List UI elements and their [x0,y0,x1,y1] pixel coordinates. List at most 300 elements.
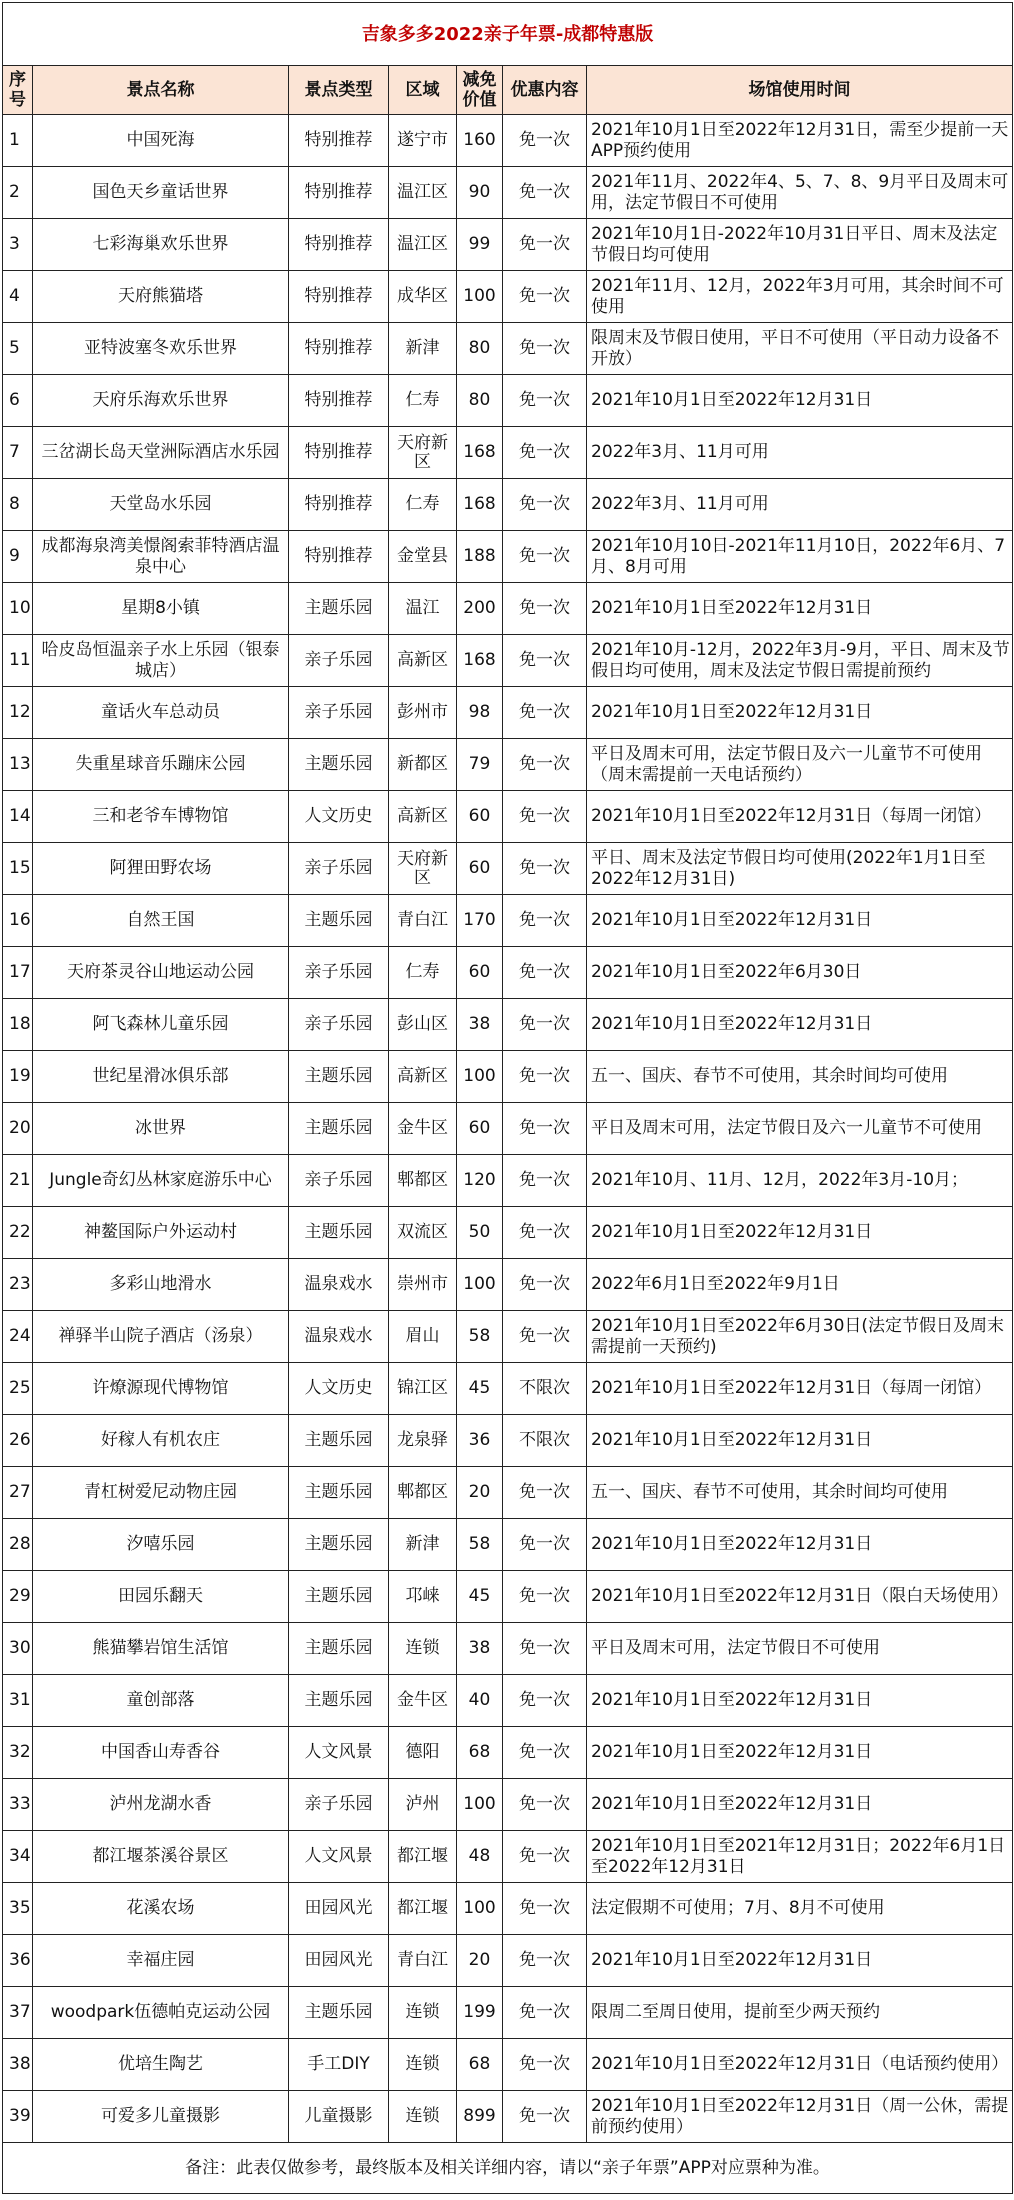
cell-name [33,843,289,895]
table-row [3,1623,1013,1675]
table-row [3,1415,1013,1467]
cell-no: 20 [3,1103,33,1155]
cell-name-text: 禅驿半山院子酒店（汤泉） [58,1326,263,1346]
cell-offer: 免一次 [503,1155,587,1207]
cell-name-text: 星期8小镇 [121,598,200,618]
cell-value: 38 [457,999,503,1051]
cell-value: 80 [457,375,503,427]
cell-name-text: 三岔湖长岛天堂洲际酒店水乐园 [41,442,280,462]
cell-offer: 免一次 [503,635,587,687]
cell-time-text: 五一、国庆、春节不可使用，其余时间均可使用 [591,1482,948,1502]
cell-offer: 免一次 [503,375,587,427]
cell-time [587,1363,1013,1415]
cell-time [587,271,1013,323]
cell-time-text: 2021年10月1日至2022年12月31日（每周一闭馆） [591,1378,992,1398]
cell-time [587,843,1013,895]
cell-no: 23 [3,1259,33,1311]
table-row [3,1519,1013,1571]
table-row [3,1207,1013,1259]
cell-no: 24 [3,1311,33,1363]
cell-offer: 免一次 [503,947,587,999]
cell-area: 高新区 [389,635,457,687]
cell-area: 遂宁市 [389,115,457,167]
cell-area: 高新区 [389,1051,457,1103]
cell-area: 金牛区 [389,1103,457,1155]
cell-no: 25 [3,1363,33,1415]
cell-offer: 免一次 [503,1779,587,1831]
cell-offer: 免一次 [503,219,587,271]
cell-area: 温江区 [389,167,457,219]
cell-no: 26 [3,1415,33,1467]
cell-area: 温江 [389,583,457,635]
cell-name [33,1519,289,1571]
cell-no: 36 [3,1935,33,1987]
cell-time-text: 2021年10月10日-2021年11月10日，2022年6月、7月、8月可用 [591,535,1006,577]
cell-time-text: 2021年10月1日至2022年6月30日(法定节假日及周末需提前一天预约) [591,1315,1005,1357]
cell-name [33,947,289,999]
cell-time [587,1779,1013,1831]
cell-name [33,1207,289,1259]
cell-time [587,167,1013,219]
table-row [3,1571,1013,1623]
cell-no: 11 [3,635,33,687]
cell-name-text: 青杠树爱尼动物庄园 [84,1482,237,1502]
cell-no: 17 [3,947,33,999]
cell-no: 22 [3,1207,33,1259]
cell-time [587,1831,1013,1883]
cell-time-text: 五一、国庆、春节不可使用，其余时间均可使用 [591,1066,948,1086]
cell-offer: 免一次 [503,1675,587,1727]
cell-name [33,1103,289,1155]
header-value: 减免价值 [457,66,503,115]
cell-type: 亲子乐园 [289,1155,389,1207]
cell-value: 60 [457,947,503,999]
cell-type: 亲子乐园 [289,635,389,687]
cell-area: 连锁 [389,1987,457,2039]
cell-type: 手工DIY [289,2039,389,2091]
cell-no: 28 [3,1519,33,1571]
cell-time [587,1467,1013,1519]
cell-time [587,219,1013,271]
cell-name [33,1467,289,1519]
cell-no: 6 [3,375,33,427]
cell-time [587,635,1013,687]
table-row [3,2091,1013,2143]
cell-offer: 免一次 [503,583,587,635]
cell-value: 60 [457,791,503,843]
cell-value: 120 [457,1155,503,1207]
cell-time [587,1311,1013,1363]
cell-type: 亲子乐园 [289,999,389,1051]
cell-time-text: 2021年11月、2022年4、5、7、8、9月平日及周末可用，法定节假日不可使用 [591,171,1009,213]
cell-no: 21 [3,1155,33,1207]
cell-area: 德阳 [389,1727,457,1779]
cell-type: 特别推荐 [289,115,389,167]
cell-name [33,427,289,479]
cell-type: 主题乐园 [289,1207,389,1259]
cell-no: 1 [3,115,33,167]
table-row [3,1259,1013,1311]
table-row [3,1935,1013,1987]
cell-time-text: 2021年10月1日至2022年12月31日，需至少提前一天APP预约使用 [591,119,1009,161]
table-row [3,1779,1013,1831]
cell-name [33,1883,289,1935]
cell-time [587,1415,1013,1467]
cell-name [33,635,289,687]
header-offer: 优惠内容 [503,66,587,115]
cell-name [33,115,289,167]
cell-value: 168 [457,479,503,531]
cell-time-text: 2021年10月1日至2022年12月31日（周一公休，需提前预约使用） [591,2095,1009,2137]
cell-offer: 免一次 [503,115,587,167]
cell-no: 30 [3,1623,33,1675]
table-row [3,1675,1013,1727]
cell-time [587,531,1013,583]
cell-time [587,479,1013,531]
cell-value: 200 [457,583,503,635]
cell-offer: 免一次 [503,1311,587,1363]
cell-name-text: woodpark伍德帕克运动公园 [50,2002,271,2022]
cell-value: 60 [457,1103,503,1155]
cell-area: 锦江区 [389,1363,457,1415]
cell-offer: 免一次 [503,1623,587,1675]
cell-type: 主题乐园 [289,1623,389,1675]
cell-offer: 免一次 [503,531,587,583]
cell-name-text: 泸州龙湖水香 [109,1794,212,1814]
cell-offer: 免一次 [503,739,587,791]
cell-time [587,687,1013,739]
ticket-sheet [2,2,1012,2196]
cell-time-text: 2022年3月、11月可用 [591,442,769,462]
cell-no: 19 [3,1051,33,1103]
cell-type: 特别推荐 [289,531,389,583]
cell-area: 连锁 [389,1623,457,1675]
cell-area: 新津 [389,1519,457,1571]
cell-offer: 免一次 [503,271,587,323]
cell-offer: 免一次 [503,687,587,739]
cell-name [33,1259,289,1311]
cell-value: 68 [457,1727,503,1779]
cell-value: 90 [457,167,503,219]
cell-value: 199 [457,1987,503,2039]
cell-area: 金牛区 [389,1675,457,1727]
cell-time [587,895,1013,947]
cell-offer: 不限次 [503,1415,587,1467]
cell-type: 亲子乐园 [289,947,389,999]
cell-value: 899 [457,2091,503,2143]
cell-time [587,1571,1013,1623]
cell-name [33,1571,289,1623]
cell-name-text: 许燎源现代博物馆 [92,1378,229,1398]
cell-name-text: 失重星球音乐蹦床公园 [75,754,246,774]
cell-time-text: 2021年10月1日至2022年12月31日 [591,598,873,618]
cell-no: 38 [3,2039,33,2091]
cell-time [587,2091,1013,2143]
table-row [3,895,1013,947]
cell-no: 34 [3,1831,33,1883]
cell-value: 36 [457,1415,503,1467]
cell-value: 99 [457,219,503,271]
cell-name-text: 阿飞森林儿童乐园 [92,1014,229,1034]
cell-time-text: 2021年11月、12月，2022年3月可用，其余时间不可使用 [591,275,1004,317]
cell-name [33,1623,289,1675]
table-row [3,323,1013,375]
cell-no: 2 [3,167,33,219]
table-row [3,479,1013,531]
cell-name [33,687,289,739]
cell-time-text: 2021年10月1日至2022年12月31日 [591,1222,873,1242]
cell-time [587,1051,1013,1103]
cell-offer: 免一次 [503,2091,587,2143]
cell-time-text: 平日及周末可用，法定节假日不可使用 [591,1638,880,1658]
cell-offer: 免一次 [503,1935,587,1987]
table-row [3,1727,1013,1779]
cell-name [33,1415,289,1467]
cell-offer: 免一次 [503,1987,587,2039]
cell-value: 20 [457,1935,503,1987]
cell-time-text: 2022年6月1日至2022年9月1日 [591,1274,840,1294]
cell-area: 连锁 [389,2091,457,2143]
cell-name-text: 花溪农场 [126,1898,195,1918]
cell-value: 60 [457,843,503,895]
cell-area: 青白江 [389,1935,457,1987]
cell-name [33,1675,289,1727]
table-row [3,791,1013,843]
table-row [3,1883,1013,1935]
cell-name-text: 都江堰茶溪谷景区 [92,1846,229,1866]
cell-name [33,1363,289,1415]
cell-offer: 免一次 [503,1259,587,1311]
cell-name [33,583,289,635]
cell-name [33,1831,289,1883]
cell-area: 连锁 [389,2039,457,2091]
cell-value: 48 [457,1831,503,1883]
cell-type: 亲子乐园 [289,843,389,895]
cell-area: 新津 [389,323,457,375]
cell-value: 100 [457,1779,503,1831]
cell-value: 80 [457,323,503,375]
cell-time-text: 2022年3月、11月可用 [591,494,769,514]
cell-time-text: 2021年10月1日至2022年12月31日 [591,910,873,930]
table-row [3,531,1013,583]
cell-area: 金堂县 [389,531,457,583]
cell-name-text: 天府熊猫塔 [118,286,203,306]
cell-no: 31 [3,1675,33,1727]
cell-time-text: 2021年10月-12月，2022年3月-9月，平日、周末及节假日均可使用，周末及法定节假日需提前预约 [591,639,1010,681]
cell-time [587,2039,1013,2091]
cell-name-text: 天府乐海欢乐世界 [92,390,229,410]
cell-area: 高新区 [389,791,457,843]
cell-area: 龙泉驿 [389,1415,457,1467]
cell-name [33,1935,289,1987]
table-row [3,375,1013,427]
cell-area: 彭州市 [389,687,457,739]
cell-offer: 免一次 [503,1831,587,1883]
cell-name-text: 自然王国 [126,910,195,930]
cell-name-text: 熊猫攀岩馆生活馆 [92,1638,229,1658]
cell-time [587,1987,1013,2039]
table-title: 吉象多多2022亲子年票-成都特惠版 [3,3,1013,66]
cell-area: 天府新区 [389,427,457,479]
cell-no: 37 [3,1987,33,2039]
cell-area: 温江区 [389,219,457,271]
cell-time-text: 2021年10月、11月、12月，2022年3月-10月； [591,1170,969,1190]
cell-area: 仁寿 [389,479,457,531]
table-row [3,583,1013,635]
cell-no: 10 [3,583,33,635]
table-row [3,1155,1013,1207]
cell-offer: 免一次 [503,1519,587,1571]
cell-value: 40 [457,1675,503,1727]
cell-time [587,739,1013,791]
cell-time [587,947,1013,999]
cell-time [587,1155,1013,1207]
cell-offer: 免一次 [503,479,587,531]
cell-no: 15 [3,843,33,895]
cell-name [33,2091,289,2143]
cell-name [33,1155,289,1207]
cell-time [587,1675,1013,1727]
cell-name-text: 好稼人有机农庄 [101,1430,220,1450]
table-row [3,739,1013,791]
cell-name-text: 童创部落 [126,1690,195,1710]
cell-time-text: 2021年10月1日至2022年12月31日（限白天场使用） [591,1586,1009,1606]
cell-area: 郫都区 [389,1467,457,1519]
cell-type: 特别推荐 [289,323,389,375]
cell-time-text: 2021年10月1日至2021年12月31日；2022年6月1日至2022年12月31日 [591,1835,1006,1877]
cell-time-text: 2021年10月1日至2022年12月31日 [591,1430,873,1450]
cell-name-text: 优培生陶艺 [118,2054,203,2074]
cell-type: 主题乐园 [289,1987,389,2039]
cell-name-text: 亚特波塞冬欢乐世界 [84,338,237,358]
header-no: 序号 [3,66,33,115]
cell-offer: 免一次 [503,1467,587,1519]
table-row [3,115,1013,167]
table-row [3,635,1013,687]
cell-value: 100 [457,271,503,323]
cell-no: 7 [3,427,33,479]
cell-type: 特别推荐 [289,427,389,479]
cell-name-text: 汐嘻乐园 [126,1534,195,1554]
cell-time [587,791,1013,843]
cell-name [33,323,289,375]
cell-type: 人文风景 [289,1727,389,1779]
cell-name [33,375,289,427]
cell-time [587,323,1013,375]
cell-type: 主题乐园 [289,583,389,635]
cell-name-text: 三和老爷车博物馆 [92,806,229,826]
cell-time-text: 平日、周末及法定节假日均可使用(2022年1月1日至2022年12月31日) [591,847,986,889]
cell-time-text: 2021年10月1日至2022年12月31日 [591,390,873,410]
cell-area: 眉山 [389,1311,457,1363]
cell-name [33,999,289,1051]
cell-no: 8 [3,479,33,531]
header-type: 景点类型 [289,66,389,115]
cell-area: 邛崃 [389,1571,457,1623]
cell-time-text: 2021年10月1日至2022年12月31日 [591,1014,873,1034]
table-row [3,167,1013,219]
cell-time-text: 2021年10月1日至2022年12月31日 [591,1534,873,1554]
attractions-table [2,2,1013,2194]
cell-area: 青白江 [389,895,457,947]
cell-name-text: 多彩山地滑水 [109,1274,212,1294]
cell-no: 4 [3,271,33,323]
header-area: 区域 [389,66,457,115]
cell-type: 亲子乐园 [289,1779,389,1831]
cell-name-text: 七彩海巢欢乐世界 [92,234,229,254]
table-row [3,843,1013,895]
cell-time [587,583,1013,635]
cell-value: 100 [457,1051,503,1103]
header-row [3,66,1013,115]
cell-no: 12 [3,687,33,739]
table-row [3,947,1013,999]
cell-time-text: 平日及周末可用，法定节假日及六一儿童节不可使用 [591,1118,982,1138]
cell-time [587,1883,1013,1935]
cell-time [587,375,1013,427]
cell-name-text: 天府茶灵谷山地运动公园 [67,962,254,982]
cell-name [33,219,289,271]
cell-type: 特别推荐 [289,271,389,323]
cell-time-text: 2021年10月1日-2022年10月31日平日、周末及法定节假日均可使用 [591,223,998,265]
cell-time [587,427,1013,479]
table-row [3,219,1013,271]
cell-type: 主题乐园 [289,1467,389,1519]
cell-offer: 免一次 [503,427,587,479]
cell-type: 儿童摄影 [289,2091,389,2143]
cell-name-text: 幸福庄园 [126,1950,195,1970]
cell-offer: 免一次 [503,1727,587,1779]
cell-name-text: 哈皮岛恒温亲子水上乐园（银泰城店） [41,639,280,681]
cell-time-text: 2021年10月1日至2022年12月31日（每周一闭馆） [591,806,992,826]
table-row [3,1831,1013,1883]
cell-area: 郫都区 [389,1155,457,1207]
cell-area: 新都区 [389,739,457,791]
cell-type: 温泉戏水 [289,1259,389,1311]
cell-value: 168 [457,635,503,687]
cell-area: 彭山区 [389,999,457,1051]
cell-value: 50 [457,1207,503,1259]
table-row [3,271,1013,323]
cell-offer: 免一次 [503,1051,587,1103]
cell-name-text: 中国死海 [126,130,195,150]
table-note: 备注：此表仅做参考，最终版本及相关详细内容，请以“亲子年票”APP对应票种为准。 [3,2143,1013,2194]
cell-value: 79 [457,739,503,791]
cell-area: 都江堰 [389,1883,457,1935]
table-row [3,2039,1013,2091]
cell-time-text: 2021年10月1日至2022年12月31日（电话预约使用） [591,2054,1009,2074]
cell-type: 主题乐园 [289,1675,389,1727]
header-time: 场馆使用时间 [587,66,1013,115]
cell-value: 100 [457,1259,503,1311]
cell-type: 主题乐园 [289,1103,389,1155]
cell-name-text: 冰世界 [135,1118,186,1138]
cell-offer: 免一次 [503,323,587,375]
cell-time-text: 2021年10月1日至2022年6月30日 [591,962,862,982]
cell-name [33,271,289,323]
cell-time [587,115,1013,167]
cell-type: 特别推荐 [289,167,389,219]
cell-no: 39 [3,2091,33,2143]
cell-name [33,167,289,219]
cell-name-text: 成都海泉湾美憬阁索菲特酒店温泉中心 [41,535,280,577]
cell-value: 20 [457,1467,503,1519]
cell-value: 45 [457,1363,503,1415]
cell-type: 主题乐园 [289,1051,389,1103]
cell-no: 13 [3,739,33,791]
cell-type: 主题乐园 [289,1415,389,1467]
cell-name [33,531,289,583]
